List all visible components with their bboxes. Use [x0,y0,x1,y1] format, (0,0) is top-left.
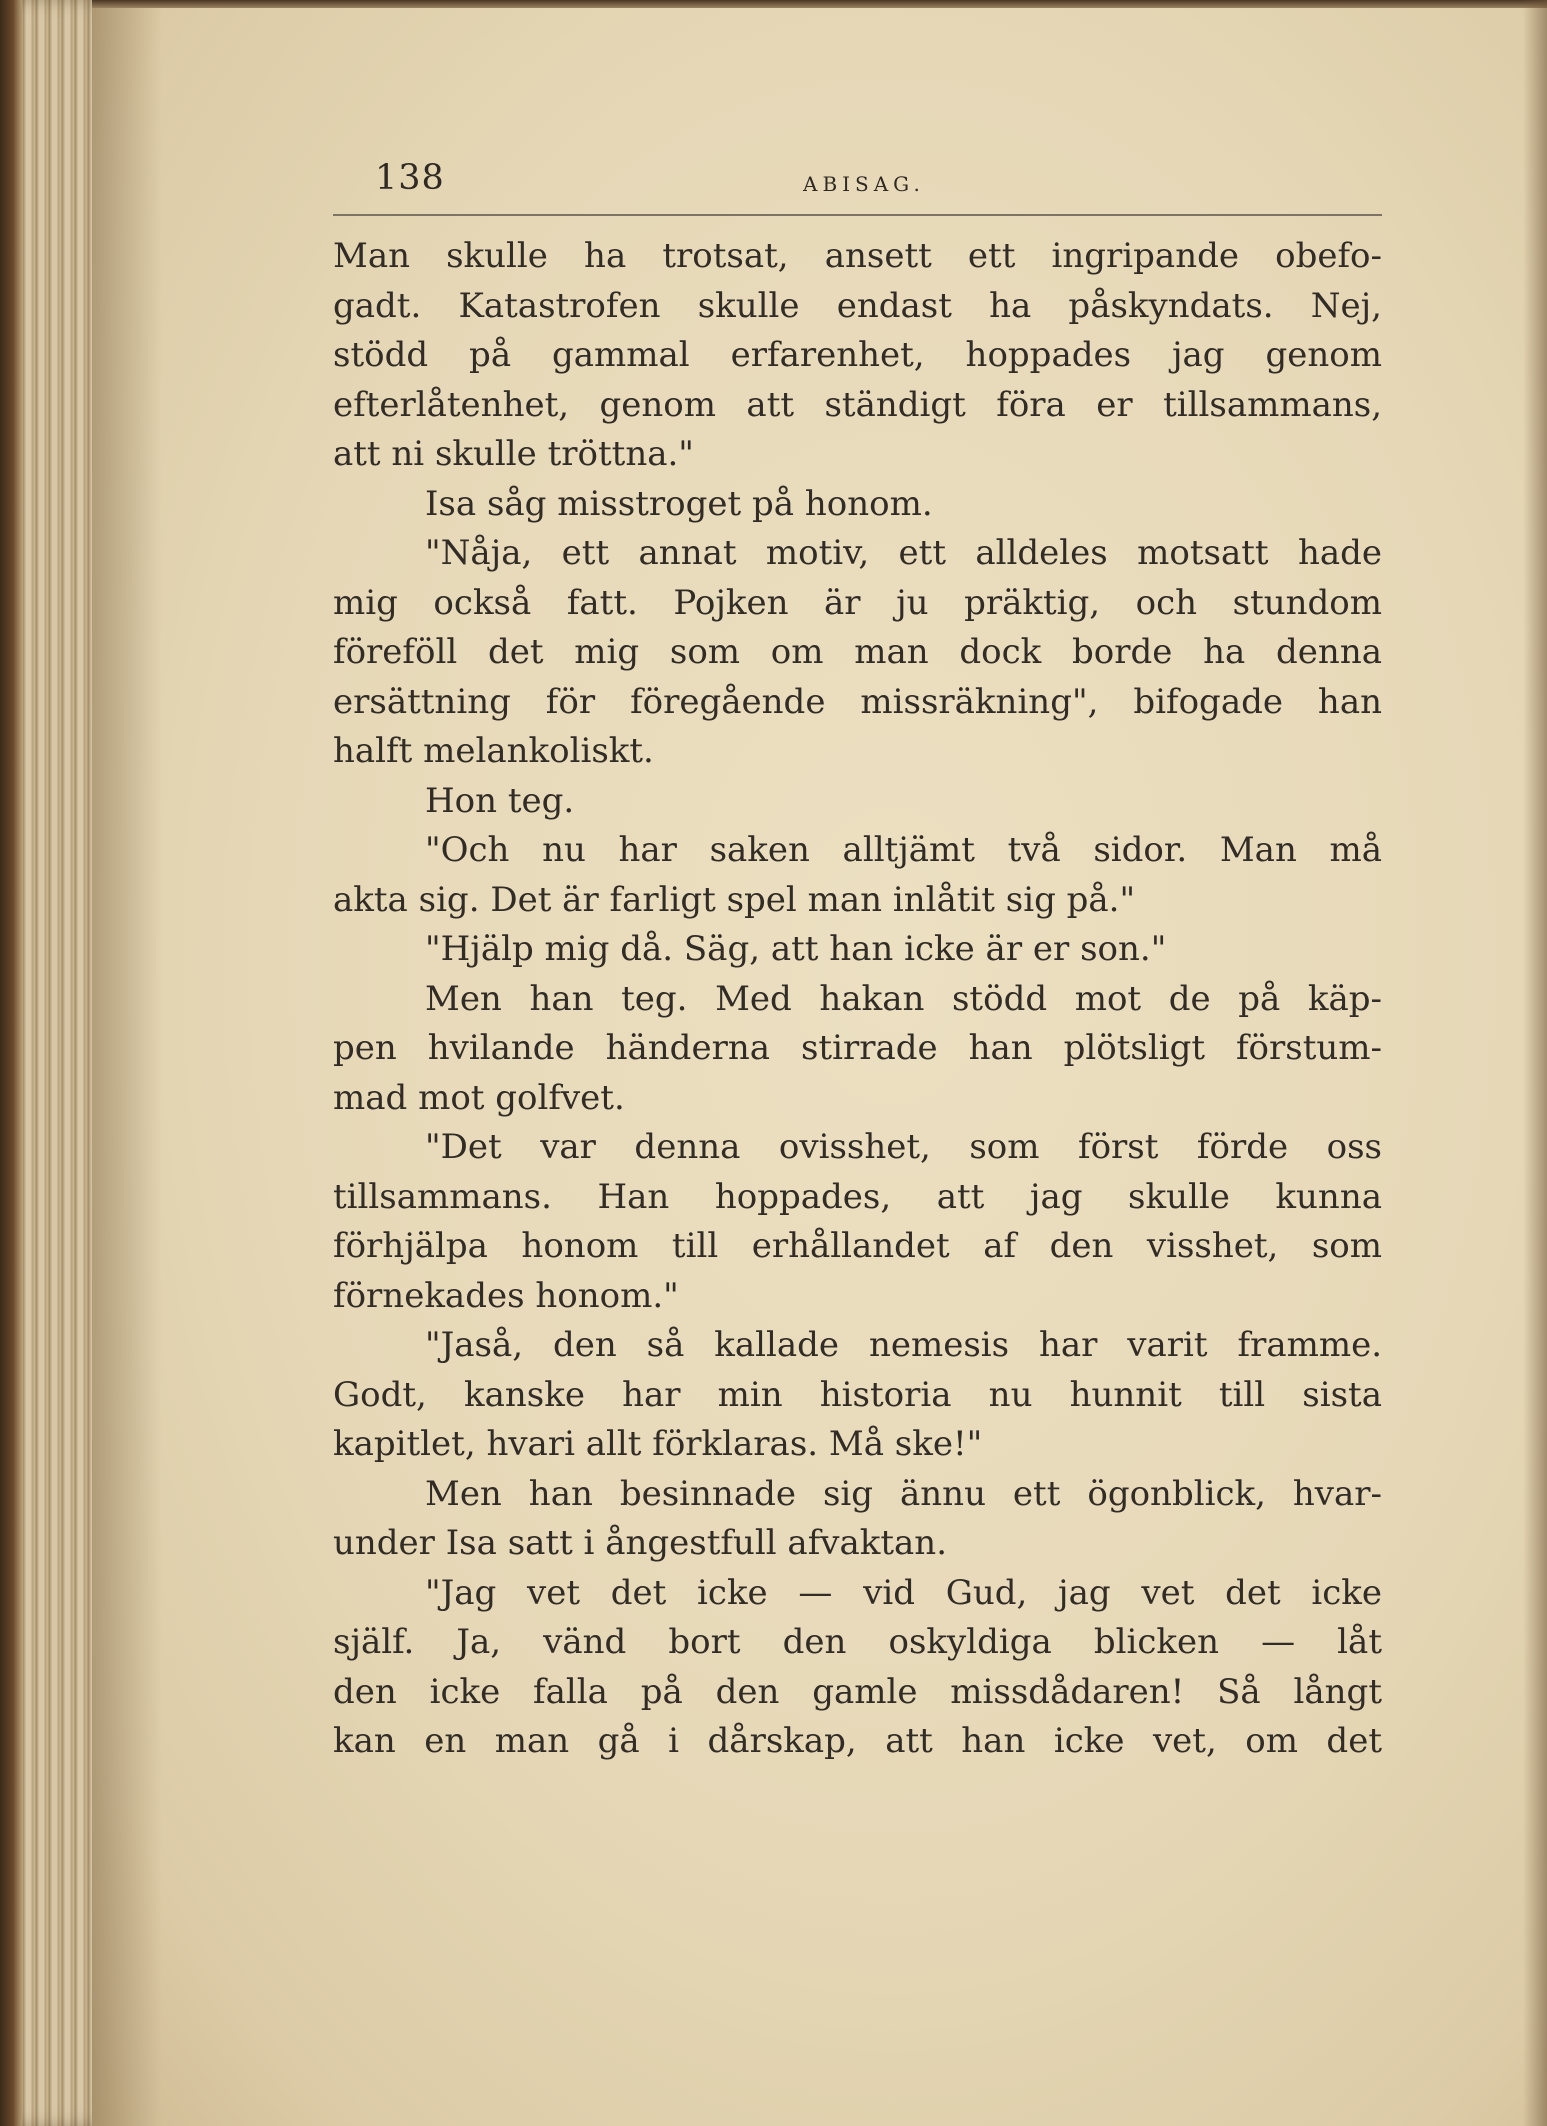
text-line: kan en man gå i dårskap, att han icke vet, om det [333,1721,1382,1761]
text-line: mig också fatt. Pojken är ju präktig, och stundom [333,582,1382,623]
text-line: "Och nu har saken alltjämt två sidor. Man må [425,830,1382,870]
text-line: pen hvilande händerna stirrade han plötsligt förstum- [333,1028,1382,1068]
text-line: Men han besinnade sig ännu ett ögonblick, hvar- [425,1473,1382,1514]
running-head [333,158,1382,216]
text-line: "Nåja, ett annat motiv, ett alldeles motsatt hade [425,533,1382,573]
text-line: Hon teg. [425,780,575,821]
page-right-edge [1523,0,1547,2126]
text-line: Godt, kanske har min historia nu hunnit till sista [333,1374,1382,1415]
text-line: Man skulle ha trotsat, ansett ett ingripande obefo- [333,236,1382,276]
running-title: ABISAG. [803,172,925,196]
text-line: förnekades honom." [333,1275,679,1316]
text-line: Isa såg misstroget på honom. [425,483,933,524]
page-top-edge [92,0,1547,8]
text-line: att ni skulle tröttna." [333,434,694,474]
text-line: akta sig. Det är farligt spel man inlåtit sig på." [333,879,1136,920]
text-line: "Jag vet det icke — vid Gud, jag vet det icke [425,1572,1382,1613]
text-line: gadt. Katastrofen skulle endast ha påskyndats. Nej, [333,285,1382,326]
text-line: "Jaså, den så kallade nemesis har varit framme. [425,1325,1382,1365]
text-line: "Hjälp mig då. Säg, att han icke är er son." [425,929,1167,969]
text-line: tillsammans. Han hoppades, att jag skulle kunna [333,1176,1382,1217]
text-line: efterlåtenhet, genom att ständigt föra er tillsammans, [333,384,1382,425]
page-number: 138 [375,158,445,198]
text-line: förhjälpa honom till erhållandet af den visshet, som [333,1226,1382,1266]
text-line: ersättning för föregående missräkning", bifogade han [333,681,1382,722]
text-line: kapitlet, hvari allt förklaras. Må ske!" [333,1424,983,1464]
text-line: mad mot golfvet. [333,1077,625,1118]
text-line: stödd på gammal erfarenhet, hoppades jag genom [333,335,1382,375]
text-line: under Isa satt i ångestfull afvaktan. [333,1523,948,1563]
text-line: den icke falla på den gamle missdådaren! Så långt [333,1671,1382,1712]
body-text [333,232,1382,1767]
book-cover-edge [0,0,22,2126]
text-line: "Det var denna ovisshet, som först förde oss [425,1127,1382,1167]
text-line: Men han teg. Med hakan stödd mot de på käp- [425,978,1382,1019]
text-line: föreföll det mig som om man dock borde ha denna [333,632,1382,672]
text-line: själf. Ja, vänd bort den oskyldiga blicken — låt [333,1622,1382,1662]
text-line: halft melankoliskt. [333,731,654,771]
